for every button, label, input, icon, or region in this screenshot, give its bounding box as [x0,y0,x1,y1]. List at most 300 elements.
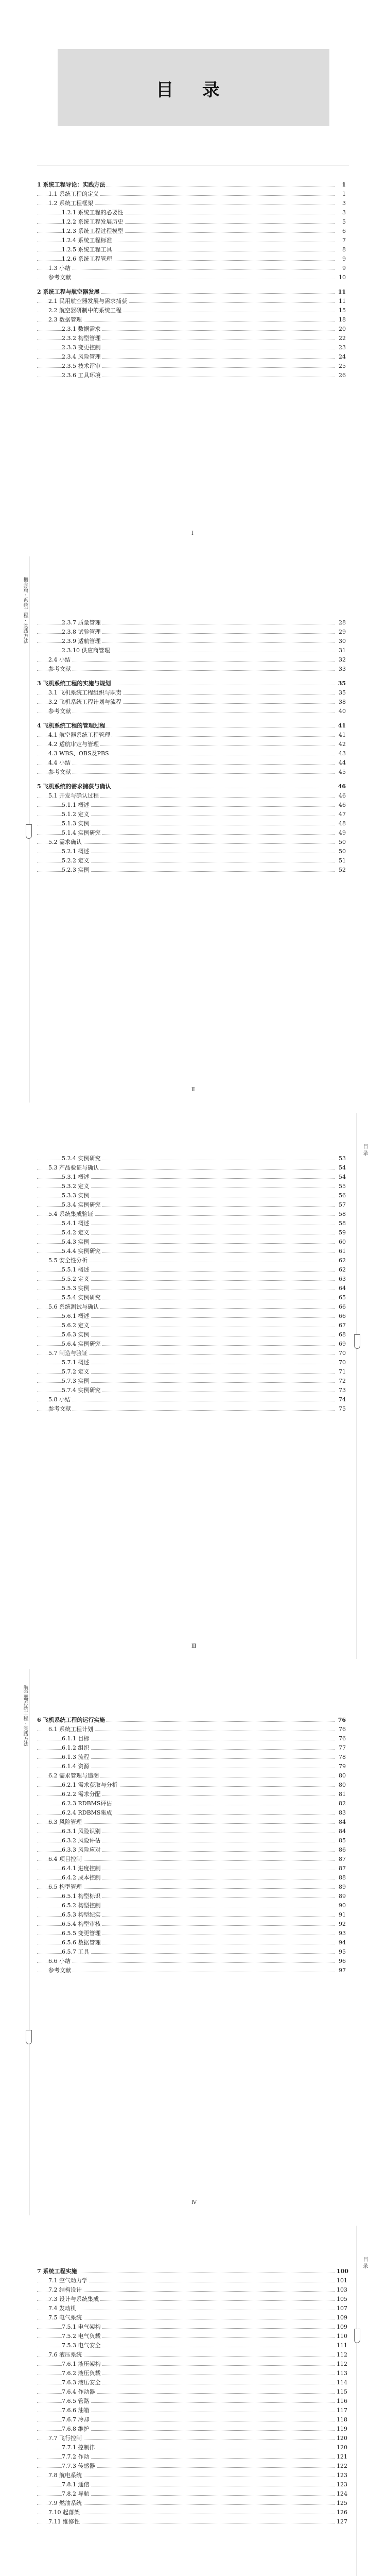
toc-entry-page: 110 [335,2332,346,2341]
toc-entry-label: 5.1.2 定义 [62,810,91,819]
toc-entry-label: 1.3 小结 [48,264,72,273]
toc-entry[interactable] [37,1892,346,1901]
toc-entry-label: 4.2 适航审定与管理 [48,740,100,749]
toc-entry[interactable] [37,707,346,716]
toc-entry[interactable] [37,2397,346,2406]
toc-entry-label: 6.2.4 RDBMS集成 [62,1808,113,1818]
toc-entry[interactable] [37,2443,346,2452]
toc-entry[interactable] [37,2295,346,2304]
toc-page-1 [0,0,386,546]
toc-entry-label: 7.2 结构设计 [48,2285,83,2295]
toc-entry-label: 1.2 系统工程框架 [48,199,95,208]
toc-entry-label: 5 飞机系统的需求捕获与确认 [37,782,112,791]
toc-entry-page: 6 [335,227,346,236]
page-number: Ⅲ [191,1643,197,1649]
toc-entry-page: 90 [335,1901,346,1910]
toc-entry-page: 87 [335,1855,346,1864]
toc-entry-label: 7.4 发动机 [48,2304,78,2313]
toc-entry-label: 参考文献 [48,1966,73,1975]
toc-entry-page: 76 [335,1734,346,1743]
toc-entry-label: 5.6 系统测试与确认 [48,1302,100,1312]
toc-entry-label: 6.2.3 RDBMS评估 [62,1799,113,1808]
toc-entry[interactable] [37,1395,346,1404]
toc-entry-label: 7.9 燃油系统 [48,2499,83,2508]
toc-entry[interactable] [37,334,346,343]
toc-entry-label: 6.5.3 构型纪实 [62,1910,102,1920]
toc-entry[interactable] [37,646,346,655]
toc-entry-page: 5 [335,217,346,227]
toc-entry-label: 4.3 WBS、OBS及PBS [48,749,111,758]
toc-entry-page: 74 [335,1395,346,1404]
toc-entry[interactable] [37,371,346,380]
toc-entry[interactable] [37,801,346,810]
toc-entry[interactable] [37,628,346,637]
toc-entry-page: 70 [335,1358,346,1367]
toc-entry[interactable] [37,362,346,371]
toc-entry[interactable] [37,1154,346,1163]
toc-entry-label: 7.6.4 作动器 [62,2387,97,2397]
toc-entry-label: 6.5 构型管理 [48,1883,83,1892]
toc-entry[interactable] [37,2369,346,2378]
toc-entry[interactable] [37,1873,346,1883]
toc-entry-page: 29 [335,628,346,637]
toc-entry[interactable] [37,2480,346,2489]
toc-entry[interactable] [37,1367,346,1377]
toc-entry-page: 111 [335,2341,346,2350]
toc-entry[interactable] [37,1182,346,1191]
toc-entry[interactable] [37,208,346,217]
toc-entry[interactable] [37,655,346,665]
toc-entry-page: 46 [335,791,346,801]
toc-entry[interactable] [37,2489,346,2499]
toc-entry-label: 7.5.2 电气负载 [62,2332,102,2341]
toc-entry-page: 11 [335,287,346,297]
toc-entry[interactable] [37,1163,346,1173]
toc-entry[interactable] [37,2471,346,2480]
toc-entry-page: 20 [335,325,346,334]
toc-entry[interactable] [37,217,346,227]
toc-entry-page: 119 [335,2425,346,2434]
toc-entry-page: 55 [335,1182,346,1191]
toc-entry[interactable] [37,1716,346,1725]
toc-entry[interactable] [37,758,346,768]
toc-entry-label: 5.6.2 定义 [62,1321,91,1330]
toc-entry[interactable] [37,2406,346,2415]
toc-entry-page: 46 [335,782,346,791]
toc-entry-page: 94 [335,1938,346,1947]
toc-entry-label: 7.6.1 液压架构 [62,2360,102,2369]
toc-entry-label: 2.3.9 适航管理 [62,637,102,646]
toc-entry[interactable] [37,2304,346,2313]
toc-entry-page: 10 [335,273,346,282]
toc-entry-page: 9 [335,264,346,273]
toc-entry[interactable] [37,1210,346,1219]
toc-entry[interactable] [37,236,346,245]
toc-entry-label: 参考文献 [48,768,73,777]
toc-entry[interactable] [37,255,346,264]
toc-entry[interactable] [37,1321,346,1330]
toc-entry-page: 7 [335,236,346,245]
toc-entry-label: 5.5.1 概述 [62,1265,91,1275]
toc-entry[interactable] [37,1790,346,1799]
toc-entry-label: 5.2.4 实例研究 [62,1154,102,1163]
toc-entry-page: 80 [335,1771,346,1781]
toc-entry-page: 52 [335,866,346,875]
toc-entry-label: 7.8.2 导航 [62,2489,91,2499]
toc-entry[interactable] [37,306,346,315]
toc-entry-label: 2.3.7 质量管理 [62,618,102,628]
toc-entry[interactable] [37,749,346,758]
toc-entry[interactable] [37,352,346,362]
toc-entry-label: 5.2.1 概述 [62,847,91,856]
toc-entry-page: 18 [335,315,346,325]
toc-entry[interactable] [37,1386,346,1395]
toc-entry[interactable] [37,1883,346,1892]
toc-entry[interactable] [37,838,346,847]
toc-entry[interactable] [37,2285,346,2295]
toc-entry-page: 9 [335,255,346,264]
toc-entry-page: 120 [335,2443,346,2452]
toc-entry-label: 5.3.2 定义 [62,1182,91,1191]
side-tab-label: 目 录 [362,1144,367,1156]
toc-entry-page: 114 [335,2378,346,2387]
toc-entry-label: 7.6.8 维护 [62,2425,91,2434]
toc-list-4 [37,1710,346,1975]
toc-entry-label: 5.2.3 实例 [62,866,91,875]
toc-entry[interactable] [37,1191,346,1200]
toc-entry-page: 31 [335,646,346,655]
toc-entry[interactable] [37,1920,346,1929]
toc-entry-label: 6.1 系统工程计划 [48,1725,95,1734]
toc-entry-page: 1 [335,180,346,190]
toc-entry[interactable] [37,1734,346,1743]
toc-entry-label: 2.3.4 风险管理 [62,352,102,362]
toc-entry-page: 62 [335,1256,346,1265]
toc-entry[interactable] [37,1827,346,1836]
toc-page-5 [0,2226,386,2576]
toc-entry[interactable] [37,2341,346,2350]
toc-entry-page: 92 [335,1920,346,1929]
toc-entry[interactable] [37,2434,346,2443]
toc-entry-label: 7.7.1 控制律 [62,2443,97,2452]
toc-entry[interactable] [37,1238,346,1247]
page-number: Ⅱ [191,1087,195,1093]
side-tab-left [21,1669,29,2215]
toc-entry-page: 42 [335,740,346,749]
toc-entry[interactable] [37,740,346,749]
toc-entry-label: 6.5.4 构型审核 [62,1920,102,1929]
toc-entry-page: 38 [335,698,346,707]
toc-entry[interactable] [37,637,346,646]
toc-entry-label: 6.4.1 进度控制 [62,1864,102,1873]
toc-entry-label: 7.3 设计与系统集成 [48,2295,100,2304]
toc-entry-page: 113 [335,2369,346,2378]
side-tab-label: 目 录 [362,2257,367,2269]
toc-entry[interactable] [37,1910,346,1920]
toc-entry-page: 50 [335,847,346,856]
toc-entry-page: 28 [335,618,346,628]
toc-entry-page: 47 [335,810,346,819]
toc-entry[interactable] [37,2378,346,2387]
toc-entry-label: 参考文献 [48,273,73,282]
toc-entry[interactable] [37,2387,346,2397]
toc-list-1 [37,175,346,380]
toc-entry[interactable] [37,1330,346,1340]
toc-entry[interactable] [37,1743,346,1753]
toc-entry[interactable] [37,297,346,306]
toc-entry-page: 84 [335,1827,346,1836]
toc-entry[interactable] [37,810,346,819]
toc-entry[interactable] [37,287,346,297]
toc-entry[interactable] [37,2415,346,2425]
toc-entry[interactable] [37,856,346,866]
toc-entry-label: 5.1 开发与确认过程 [48,791,100,801]
toc-entry[interactable] [37,1219,346,1228]
toc-entry[interactable] [37,866,346,875]
side-notch [354,2329,360,2343]
toc-entry[interactable] [37,273,346,282]
toc-entry-label: 2.3.5 技术评审 [62,362,102,371]
toc-entry-label: 6.3.1 风险识别 [62,1827,102,1836]
toc-entry[interactable] [37,665,346,674]
toc-entry-page: 93 [335,1929,346,1938]
toc-entry[interactable] [37,1901,346,1910]
toc-entry-page: 44 [335,758,346,768]
toc-entry[interactable] [37,1781,346,1790]
toc-entry[interactable] [37,847,346,856]
toc-entry[interactable] [37,618,346,628]
toc-entry-page: 109 [335,2313,346,2323]
toc-entry-label: 7.6.5 管路 [62,2397,91,2406]
toc-entry[interactable] [37,1312,346,1321]
leader-dots [37,764,337,765]
toc-entry-page: 77 [335,1743,346,1753]
toc-entry-page: 80 [335,1781,346,1790]
toc-entry[interactable] [37,199,346,208]
toc-entry[interactable] [37,1808,346,1818]
toc-entry[interactable] [37,1957,346,1966]
side-tab-label: 航空器系统工程 · 实践方法 [22,1685,28,1747]
toc-entry[interactable] [37,190,346,199]
toc-entry[interactable] [37,2360,346,2369]
toc-entry[interactable] [37,2508,346,2517]
toc-entry-label: 5.3.1 概述 [62,1173,91,1182]
toc-entry-label: 6.1.3 流程 [62,1753,91,1762]
toc-entry[interactable] [37,2323,346,2332]
toc-entry-page: 117 [335,2406,346,2415]
toc-entry-page: 122 [335,2462,346,2471]
toc-entry-page: 35 [335,679,346,688]
toc-entry-page: 91 [335,1910,346,1920]
toc-entry-label: 2.1 民用航空器发展与需求捕获 [48,297,129,306]
toc-entry[interactable] [37,2350,346,2360]
toc-entry[interactable] [37,343,346,352]
toc-entry[interactable] [37,264,346,273]
toc-entry[interactable] [37,1845,346,1855]
toc-entry[interactable] [37,1929,346,1938]
toc-entry[interactable] [37,782,346,791]
toc-entry[interactable] [37,1947,346,1957]
toc-entry-page: 43 [335,749,346,758]
toc-entry[interactable] [37,2313,346,2323]
toc-entry-page: 109 [335,2323,346,2332]
toc-entry[interactable] [37,1265,346,1275]
toc-entry[interactable] [37,1864,346,1873]
toc-entry[interactable] [37,2452,346,2462]
toc-entry[interactable] [37,828,346,838]
toc-entry-page: 115 [335,2387,346,2397]
toc-entry-label: 6.3.2 风险评估 [62,1836,102,1845]
toc-entry-page: 125 [335,2499,346,2508]
toc-entry-label: 7.6.6 油箱 [62,2406,91,2415]
toc-entry-page: 79 [335,1762,346,1771]
toc-entry-label: 2.3.3 变更控制 [62,343,102,352]
toc-entry[interactable] [37,245,346,255]
toc-entry[interactable] [37,1358,346,1367]
toc-entry[interactable] [37,1247,346,1256]
toc-entry-label: 7.8 航电系统 [48,2471,83,2480]
toc-entry[interactable] [37,698,346,707]
toc-entry-page: 57 [335,1200,346,1210]
toc-entry-page: 15 [335,306,346,315]
toc-entry-page: 126 [335,2508,346,2517]
toc-entry[interactable] [37,2267,346,2276]
toc-entry-page: 118 [335,2415,346,2425]
toc-entry-label: 6.1.4 资源 [62,1762,91,1771]
toc-entry[interactable] [37,731,346,740]
toc-entry-label: 6.5.1 构型标识 [62,1892,102,1901]
toc-entry-label: 7.7 飞行控制 [48,2434,83,2443]
toc-entry[interactable] [37,1799,346,1808]
toc-entry[interactable] [37,1377,346,1386]
toc-entry-page: 87 [335,1864,346,1873]
toc-entry-label: 6.1.2 组织 [62,1743,91,1753]
toc-entry[interactable] [37,1302,346,1312]
toc-entry[interactable] [37,1836,346,1845]
toc-entry-page: 50 [335,838,346,847]
toc-entry-page: 1 [335,190,346,199]
toc-entry-label: 5.3.3 实例 [62,1191,91,1200]
toc-entry[interactable] [37,1725,346,1734]
toc-entry[interactable] [37,1771,346,1781]
toc-entry[interactable] [37,1349,346,1358]
toc-entry[interactable] [37,1256,346,1265]
toc-entry[interactable] [37,2332,346,2341]
toc-entry[interactable] [37,2499,346,2508]
leader-dots [37,1962,337,1963]
toc-entry-label: 5.5.4 实例研究 [62,1293,102,1302]
toc-entry[interactable] [37,315,346,325]
toc-entry-page: 89 [335,1892,346,1901]
toc-entry-page: 67 [335,1321,346,1330]
toc-entry[interactable] [37,791,346,801]
toc-entry[interactable] [37,2425,346,2434]
toc-entry-page: 81 [335,1790,346,1799]
toc-entry[interactable] [37,1200,346,1210]
toc-entry-page: 8 [335,245,346,255]
toc-entry[interactable] [37,1762,346,1771]
toc-entry[interactable] [37,679,346,688]
toc-entry-page: 76 [335,1716,346,1725]
toc-entry-page: 84 [335,1818,346,1827]
toc-entry-label: 6.1.1 目标 [62,1734,91,1743]
toc-entry[interactable] [37,1966,346,1975]
toc-entry[interactable] [37,325,346,334]
toc-entry[interactable] [37,768,346,777]
toc-entry[interactable] [37,1173,346,1182]
toc-entry-label: 5.8 小结 [48,1395,72,1404]
toc-entry[interactable] [37,1284,346,1293]
toc-entry[interactable] [37,1855,346,1864]
toc-entry-label: 6.5.2 构型控制 [62,1901,102,1910]
toc-entry-page: 41 [335,731,346,740]
toc-entry[interactable] [37,1938,346,1947]
leader-dots [37,1410,337,1411]
toc-entry-label: 6.4 项目控制 [48,1855,83,1864]
toc-entry-page: 54 [335,1163,346,1173]
toc-entry[interactable] [37,180,346,190]
toc-entry[interactable] [37,1818,346,1827]
toc-entry-label: 1.2.3 系统工程过程模型 [62,227,125,236]
toc-entry-label: 5.6.4 实例研究 [62,1340,102,1349]
toc-entry[interactable] [37,2276,346,2285]
toc-entry-label: 6.5.5 变更管理 [62,1929,102,1938]
toc-entry-label: 5.2 需求确认 [48,838,83,847]
toc-entry-page: 85 [335,1836,346,1845]
toc-entry-page: 32 [335,655,346,665]
toc-entry[interactable] [37,721,346,731]
toc-entry[interactable] [37,2517,346,2527]
toc-entry[interactable] [37,1293,346,1302]
leader-dots [37,269,337,270]
toc-entry-page: 54 [335,1173,346,1182]
toc-entry-label: 7.6.7 冷却 [62,2415,91,2425]
toc-entry-label: 参考文献 [48,707,73,716]
toc-entry-page: 30 [335,637,346,646]
toc-entry-label: 2.3.6 工具环境 [62,371,102,380]
toc-entry[interactable] [37,819,346,828]
toc-entry[interactable] [37,2462,346,2471]
toc-entry-page: 46 [335,801,346,810]
side-tab-right [357,1113,365,1659]
toc-entry-page: 48 [335,819,346,828]
toc-entry-label: 6.6 小结 [48,1957,72,1966]
toc-entry[interactable] [37,1340,346,1349]
toc-entry[interactable] [37,1404,346,1414]
side-notch [26,2030,32,2044]
toc-entry-page: 63 [335,1275,346,1284]
toc-entry-page: 24 [335,352,346,362]
toc-entry-label: 6.2.1 需求获取与分析 [62,1781,119,1790]
toc-entry[interactable] [37,688,346,698]
toc-entry-page: 96 [335,1957,346,1966]
toc-entry[interactable] [37,1275,346,1284]
toc-entry[interactable] [37,1228,346,1238]
toc-list-3 [37,1154,346,1414]
side-tab-label: 概念篇 · 系统工程 · 实践方法 [22,577,28,644]
toc-entry-label: 4.4 小结 [48,758,72,768]
toc-entry-label: 7.1 空气动力学 [48,2276,89,2285]
toc-entry-label: 5.4.2 定义 [62,1228,91,1238]
toc-entry-page: 123 [335,2480,346,2489]
toc-entry[interactable] [37,1753,346,1762]
toc-entry-page: 86 [335,1845,346,1855]
toc-entry-page: 11 [335,297,346,306]
toc-entry-page: 58 [335,1210,346,1219]
toc-entry-page: 59 [335,1228,346,1238]
toc-entry-label: 5.1.3 实例 [62,819,91,828]
toc-entry[interactable] [37,227,346,236]
